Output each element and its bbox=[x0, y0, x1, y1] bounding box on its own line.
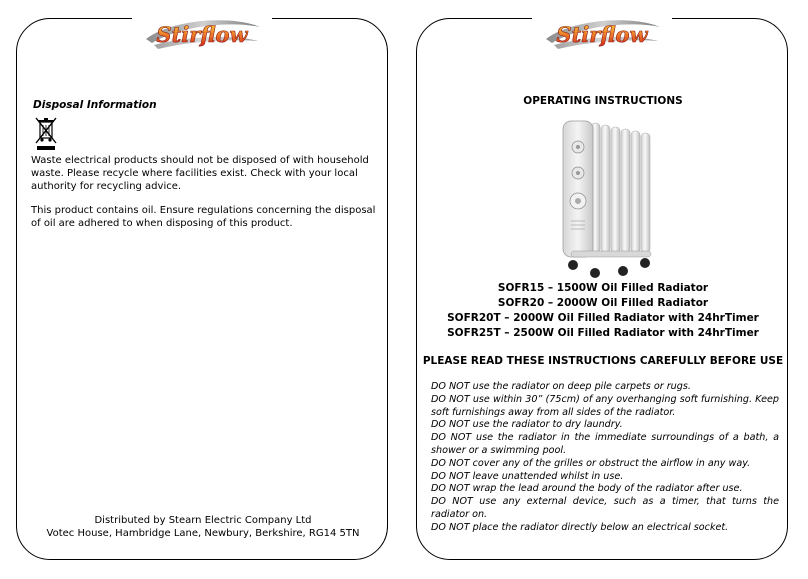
read-instructions-notice: PLEASE READ THESE INSTRUCTIONS CAREFULLY BEFORE USE bbox=[422, 355, 784, 367]
warning-item: DO NOT leave unattended whilst in use. bbox=[431, 470, 624, 482]
warning-item: DO NOT use the radiator to dry laundry. bbox=[431, 419, 623, 431]
left-page-panel bbox=[16, 18, 388, 560]
distributor-line-2: Votec House, Hambridge Lane, Newbury, Berkshire, RG14 5TN bbox=[46, 528, 360, 539]
disposal-paragraph-oil: This product contains oil. Ensure regulations concerning the disposal of oil are adhered to when disposing of this product. bbox=[31, 205, 376, 229]
disposal-paragraph-waste: Waste electrical products should not be disposed of with household waste. Please recycle where facilities exist. Check with your local authority for recycling advice. bbox=[31, 155, 369, 192]
brand-logo bbox=[532, 5, 672, 61]
model-line-1: SOFR15 – 1500W Oil Filled Radiator bbox=[497, 282, 709, 294]
warning-item: DO NOT wrap the lead around the body of the radiator after use. bbox=[431, 483, 743, 495]
safety-warnings-list bbox=[431, 381, 779, 535]
warning-item: DO NOT use the radiator in the immediate surroundings of a bath, a shower or a swimming pool. bbox=[431, 432, 779, 456]
model-line-2: SOFR20 – 2000W Oil Filled Radiator bbox=[497, 297, 709, 309]
brand-logo-graphic bbox=[132, 5, 272, 61]
warning-item: DO NOT use within 30” (75cm) of any overhanging soft furnishing. Keep soft furnishings away from all sides of the radiator. bbox=[431, 393, 779, 418]
warning-item: DO NOT use any external device, such as a timer, that turns the radiator on. bbox=[431, 496, 779, 520]
model-line-4: SOFR25T – 2500W Oil Filled Radiator with 24hrTimer bbox=[447, 327, 759, 339]
model-line-3: SOFR20T – 2000W Oil Filled Radiator with 24hrTimer bbox=[447, 312, 759, 324]
warning-item: DO NOT cover any of the grilles or obstruct the airflow in any way. bbox=[431, 457, 751, 469]
oil-filled-radiator-image bbox=[543, 113, 663, 279]
disposal-title: Disposal Information bbox=[33, 99, 157, 111]
warning-item: DO NOT place the radiator directly below an electrical socket. bbox=[431, 521, 729, 533]
distributor-line-1: Distributed by Stearn Electric Company Ltd bbox=[94, 515, 312, 526]
model-list bbox=[417, 281, 789, 341]
brand-logo-text: Stirflow bbox=[156, 22, 248, 47]
operating-instructions-title: OPERATING INSTRUCTIONS bbox=[523, 95, 683, 107]
brand-logo-graphic bbox=[532, 5, 672, 61]
weee-crossed-bin-icon bbox=[35, 116, 57, 152]
brand-logo bbox=[132, 5, 272, 61]
warning-item: DO NOT use the radiator on deep pile carpets or rugs. bbox=[431, 381, 691, 392]
right-page-panel bbox=[416, 18, 788, 560]
brand-logo-text: Stirflow bbox=[556, 22, 648, 47]
